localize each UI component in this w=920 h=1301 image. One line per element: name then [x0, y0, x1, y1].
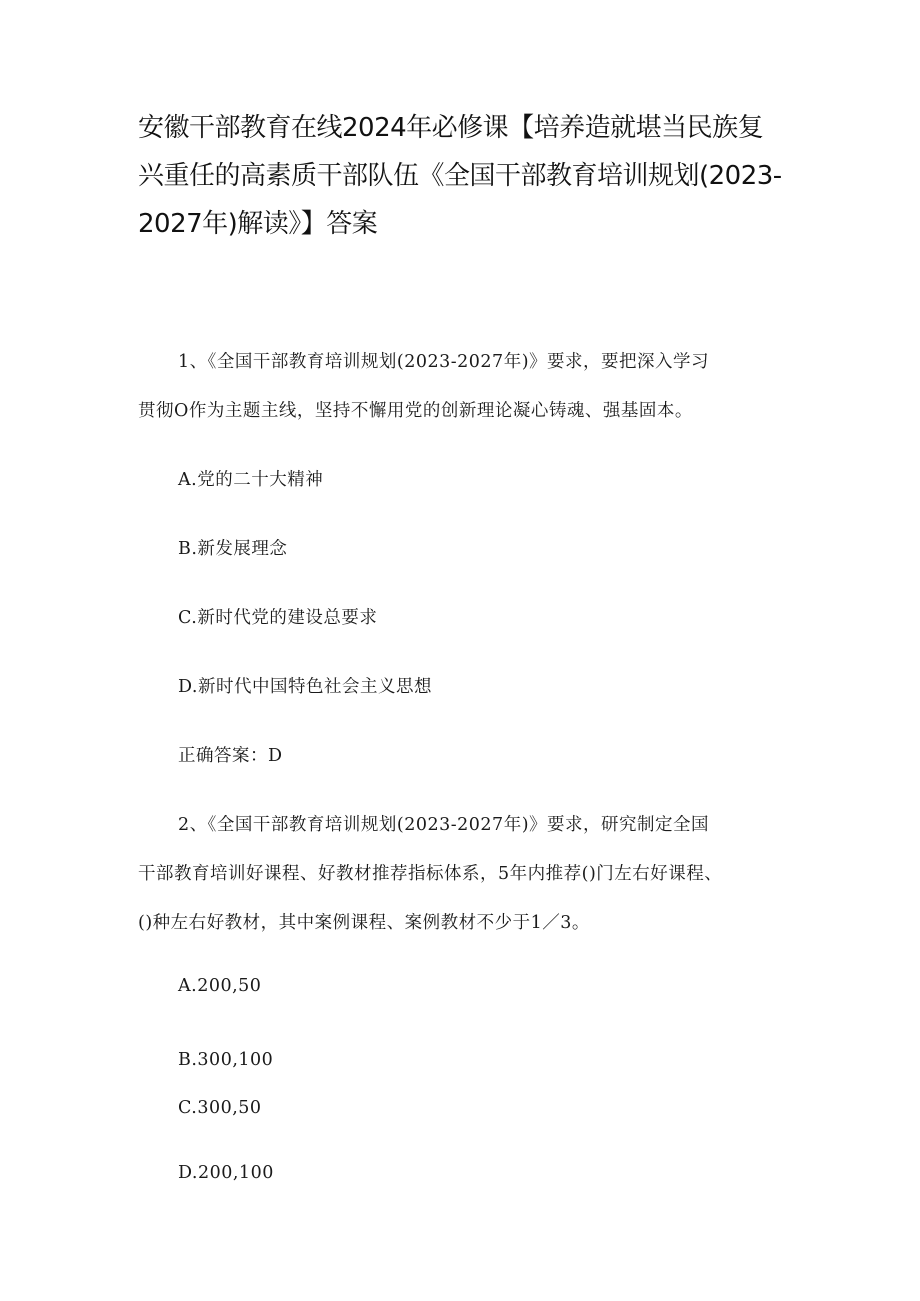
question-1-stem-line-2: 贯彻O作为主题主线，坚持不懈用党的创新理论凝心铸魂、强基固本。 — [138, 401, 693, 421]
title-line: 2027年)解读》】答案 — [138, 209, 378, 239]
question-1-option-a: A.党的二十大精神 — [178, 470, 324, 490]
question-2-option-b: B.300,100 — [178, 1050, 274, 1070]
document-title — [138, 104, 798, 248]
question-2-stem-line-2: 干部教育培训好课程、好教材推荐指标体系，5年内推荐()门左右好课程、 — [138, 864, 723, 884]
title-line: 安徽干部教育在线2024年必修课【培养造就堪当民族复 — [138, 113, 764, 143]
question-1-option-d: D.新时代中国特色社会主义思想 — [178, 677, 432, 697]
question-2-option-c: C.300,50 — [178, 1098, 262, 1118]
title-line: 兴重任的高素质干部队伍《全国干部教育培训规划(2023- — [138, 161, 782, 191]
question-1-option-b: B.新发展理念 — [178, 539, 288, 559]
question-1-answer: 正确答案：D — [178, 746, 283, 766]
question-1-stem-line-1: 1、《全国干部教育培训规划(2023-2027年)》要求，要把深入学习 — [178, 352, 710, 372]
question-2-option-a: A.200,50 — [178, 976, 262, 996]
question-2-option-d: D.200,100 — [178, 1163, 274, 1183]
question-2-stem-line-3: ()种左右好教材，其中案例课程、案例教材不少于1／3。 — [138, 913, 590, 933]
question-2-stem-line-1: 2、《全国干部教育培训规划(2023-2027年)》要求，研究制定全国 — [178, 815, 710, 835]
question-1-option-c: C.新时代党的建设总要求 — [178, 608, 378, 628]
